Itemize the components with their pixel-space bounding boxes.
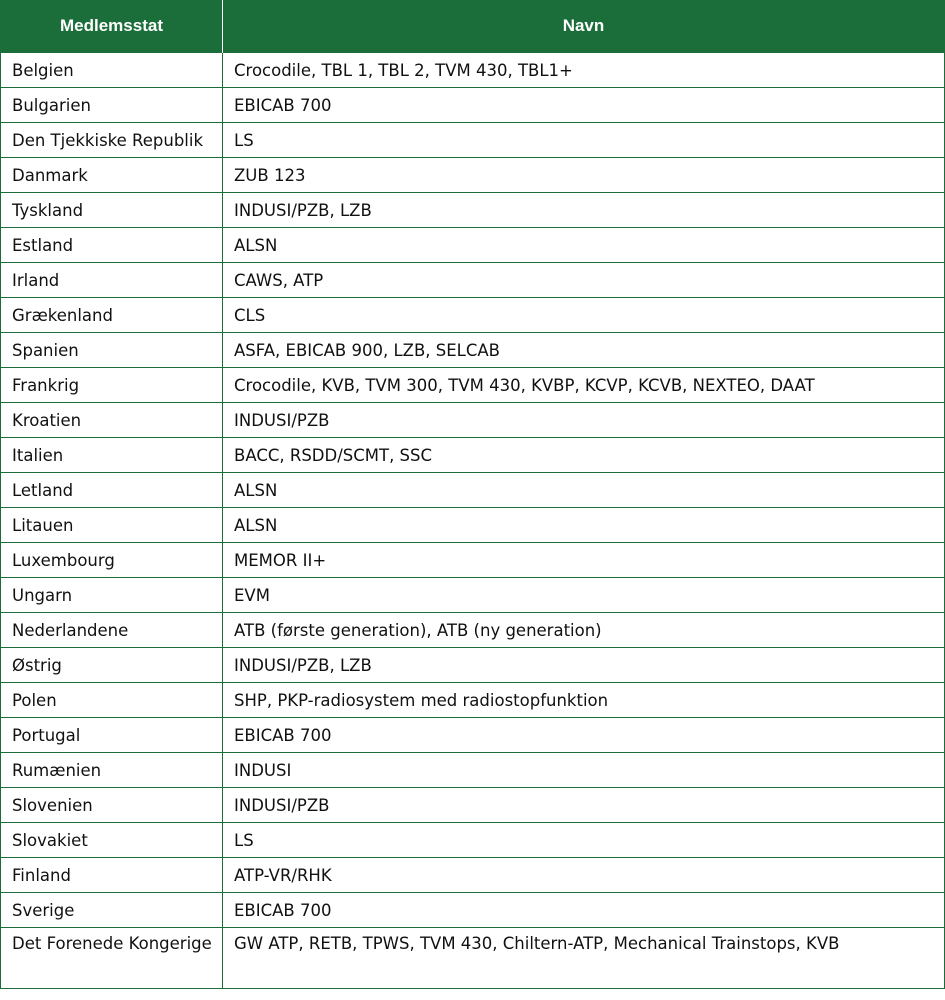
header-medlemsstat: Medlemsstat [1, 0, 223, 53]
state-cell: Frankrig [1, 368, 223, 403]
systems-cell: INDUSI/PZB, LZB [223, 193, 945, 228]
state-cell: Rumænien [1, 753, 223, 788]
systems-cell: MEMOR II+ [223, 543, 945, 578]
table-row [1, 228, 945, 263]
state-cell: Slovakiet [1, 823, 223, 858]
table-row [1, 88, 945, 123]
systems-cell: ZUB 123 [223, 158, 945, 193]
state-cell: Det Forenede Kongerige [1, 928, 223, 989]
state-cell: Estland [1, 228, 223, 263]
table-row [1, 158, 945, 193]
systems-cell: INDUSI/PZB, LZB [223, 648, 945, 683]
state-cell: Luxembourg [1, 543, 223, 578]
table-row [1, 298, 945, 333]
table-row [1, 403, 945, 438]
systems-cell: LS [223, 123, 945, 158]
table-row [1, 368, 945, 403]
state-cell: Litauen [1, 508, 223, 543]
header-navn: Navn [223, 0, 945, 53]
systems-cell: BACC, RSDD/SCMT, SSC [223, 438, 945, 473]
table-row [1, 53, 945, 88]
state-cell: Italien [1, 438, 223, 473]
state-cell: Nederlandene [1, 613, 223, 648]
table-row [1, 753, 945, 788]
state-cell: Den Tjekkiske Republik [1, 123, 223, 158]
systems-cell: EBICAB 700 [223, 718, 945, 753]
state-cell: Sverige [1, 893, 223, 928]
table-row [1, 123, 945, 158]
table-row [1, 263, 945, 298]
systems-cell: Crocodile, KVB, TVM 300, TVM 430, KVBP, KCVP, KCVB, NEXTEO, DAAT [223, 368, 945, 403]
systems-cell: INDUSI/PZB [223, 403, 945, 438]
table-row [1, 928, 945, 989]
systems-cell: ATP-VR/RHK [223, 858, 945, 893]
state-cell: Bulgarien [1, 88, 223, 123]
systems-cell: INDUSI/PZB [223, 788, 945, 823]
table-row [1, 718, 945, 753]
systems-cell: ASFA, EBICAB 900, LZB, SELCAB [223, 333, 945, 368]
state-cell: Østrig [1, 648, 223, 683]
state-cell: Spanien [1, 333, 223, 368]
table-row [1, 788, 945, 823]
state-cell: Polen [1, 683, 223, 718]
table-row [1, 333, 945, 368]
systems-cell: ALSN [223, 228, 945, 263]
table-row [1, 193, 945, 228]
state-cell: Ungarn [1, 578, 223, 613]
systems-cell: ALSN [223, 508, 945, 543]
systems-cell: Crocodile, TBL 1, TBL 2, TVM 430, TBL1+ [223, 53, 945, 88]
state-cell: Belgien [1, 53, 223, 88]
systems-cell: EBICAB 700 [223, 893, 945, 928]
table-row [1, 858, 945, 893]
systems-cell: CAWS, ATP [223, 263, 945, 298]
systems-cell: INDUSI [223, 753, 945, 788]
state-cell: Kroatien [1, 403, 223, 438]
state-cell: Grækenland [1, 298, 223, 333]
table-row [1, 823, 945, 858]
state-cell: Portugal [1, 718, 223, 753]
table-row [1, 648, 945, 683]
systems-cell: EBICAB 700 [223, 88, 945, 123]
table-row [1, 683, 945, 718]
systems-cell: ATB (første generation), ATB (ny generation) [223, 613, 945, 648]
table-row [1, 438, 945, 473]
systems-cell: CLS [223, 298, 945, 333]
state-cell: Danmark [1, 158, 223, 193]
table-row [1, 893, 945, 928]
table-body [1, 53, 945, 989]
systems-cell: GW ATP, RETB, TPWS, TVM 430, Chiltern-ATP, Mechanical Trainstops, KVB [223, 928, 945, 989]
state-cell: Irland [1, 263, 223, 298]
table-row [1, 473, 945, 508]
systems-cell: ALSN [223, 473, 945, 508]
table-row [1, 543, 945, 578]
systems-cell: SHP, PKP-radiosystem med radiostopfunktion [223, 683, 945, 718]
table-row [1, 508, 945, 543]
state-cell: Finland [1, 858, 223, 893]
state-cell: Slovenien [1, 788, 223, 823]
state-cell: Letland [1, 473, 223, 508]
table-row [1, 578, 945, 613]
systems-cell: EVM [223, 578, 945, 613]
table-header-row [1, 0, 945, 53]
systems-cell: LS [223, 823, 945, 858]
state-cell: Tyskland [1, 193, 223, 228]
table-row [1, 613, 945, 648]
